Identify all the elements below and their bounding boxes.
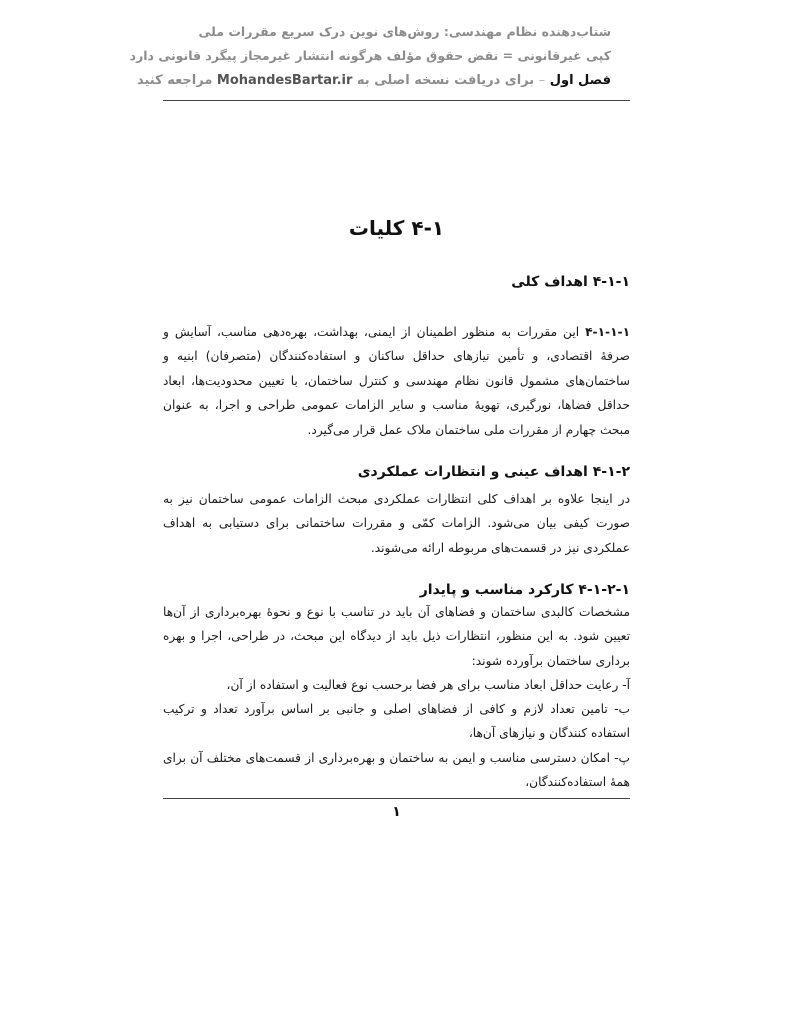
- header-line-copyright: کپی غیرقانونی = نقض حقوق مؤلف هرگونه انتشار غیرمجاز پیگرد قانونی دارد: [129, 48, 611, 63]
- header-notice-prefix: برای دریافت نسخه اصلی به: [356, 73, 535, 88]
- section-heading-function: ۴-۱-۲-۱ کارکرد مناسب و پایدار: [419, 582, 630, 598]
- list-item-b: ب- تامین تعداد لازم و کافی از فضاهای اصلی و جانبی بر اساس برآورد تعداد و ترکیب استفاده کنندگان و نیازهای آن‌ها،: [163, 702, 630, 741]
- header-chapter-label: فصل اول: [549, 73, 611, 88]
- paragraph-general-goals-text: این مقررات به منظور اطمینان از ایمنی، بهداشت، بهره‌دهی مناسب، آسایش و صرفهٔ اقتصادی، و تأمین نیازهای حداقل ساکنان و استفاده‌کنندگان (متصرفان) ابنیه و ساختمان‌های مشمول قانون نظام مهندسی و کنترل ساختمان، با تعیین محدودیت‌ها، ابعاد حداقل فضاها، نورگیری، تهویهٔ مناسب و سایر الزامات عمومی طراحی و اجرا، به عنوان مبحث چهارم از مقررات ملی ساختمان ملاک عمل قرار می‌گیرد.: [163, 325, 630, 437]
- header-divider: [163, 100, 630, 101]
- paragraph-performance: در اینجا علاوه بر اهداف کلی انتظارات عملکردی مبحث الزامات عمومی ساختمان نیز به صورت کیفی بیان می‌شود. الزامات کمّی و مقررات ساختمانی برای دستیابی به اهداف عملکردی نیز در قسمت‌های مربوطه ارائه می‌شوند.: [163, 492, 630, 555]
- header-notice-suffix: مراجعه کنید: [136, 73, 213, 88]
- list-item-c: پ- امکان دسترسی مناسب و ایمن به ساختمان و بهره‌برداری از قسمت‌های مختلف آن برای همهٔ استفاده‌کنندگان،: [163, 751, 630, 790]
- list-item-a: آ- رعایت حداقل ابعاد مناسب برای هر فضا برحسب نوع فعالیت و استفاده از آن،: [226, 678, 630, 692]
- header-line-title: شتاب‌دهنده نظام مهندسی: روش‌های نوین درک سریع مقررات ملی: [198, 24, 611, 39]
- paragraph-general-goals: [163, 320, 630, 442]
- header-line-chapter: [136, 73, 611, 89]
- section-heading-performance: ۴-۱-۲ اهداف عینی و انتظارات عملکردی: [357, 464, 630, 480]
- chapter-title: ۴-۱ کلیات: [348, 216, 445, 240]
- footer-divider: [163, 798, 630, 799]
- paragraph-function: مشخصات کالبدی ساختمان و فضاهای آن باید در تناسب با نوع و نحوهٔ بهره‌برداری از آن‌ها تعیین شود. به این منظور، انتظارات ذیل باید از دیدگاه این مبحث، در طراحی، اجرا و بهره برداری ساختمان برآورده شوند:: [163, 605, 630, 668]
- header-separator: –: [538, 73, 546, 88]
- paragraph-number: ۴-۱-۱-۱: [585, 325, 631, 339]
- section-heading-general-goals: ۴-۱-۱ اهداف کلی: [511, 274, 630, 290]
- header-site-link[interactable]: MohandesBartar.ir: [216, 73, 353, 88]
- page-number: ۱: [392, 804, 401, 820]
